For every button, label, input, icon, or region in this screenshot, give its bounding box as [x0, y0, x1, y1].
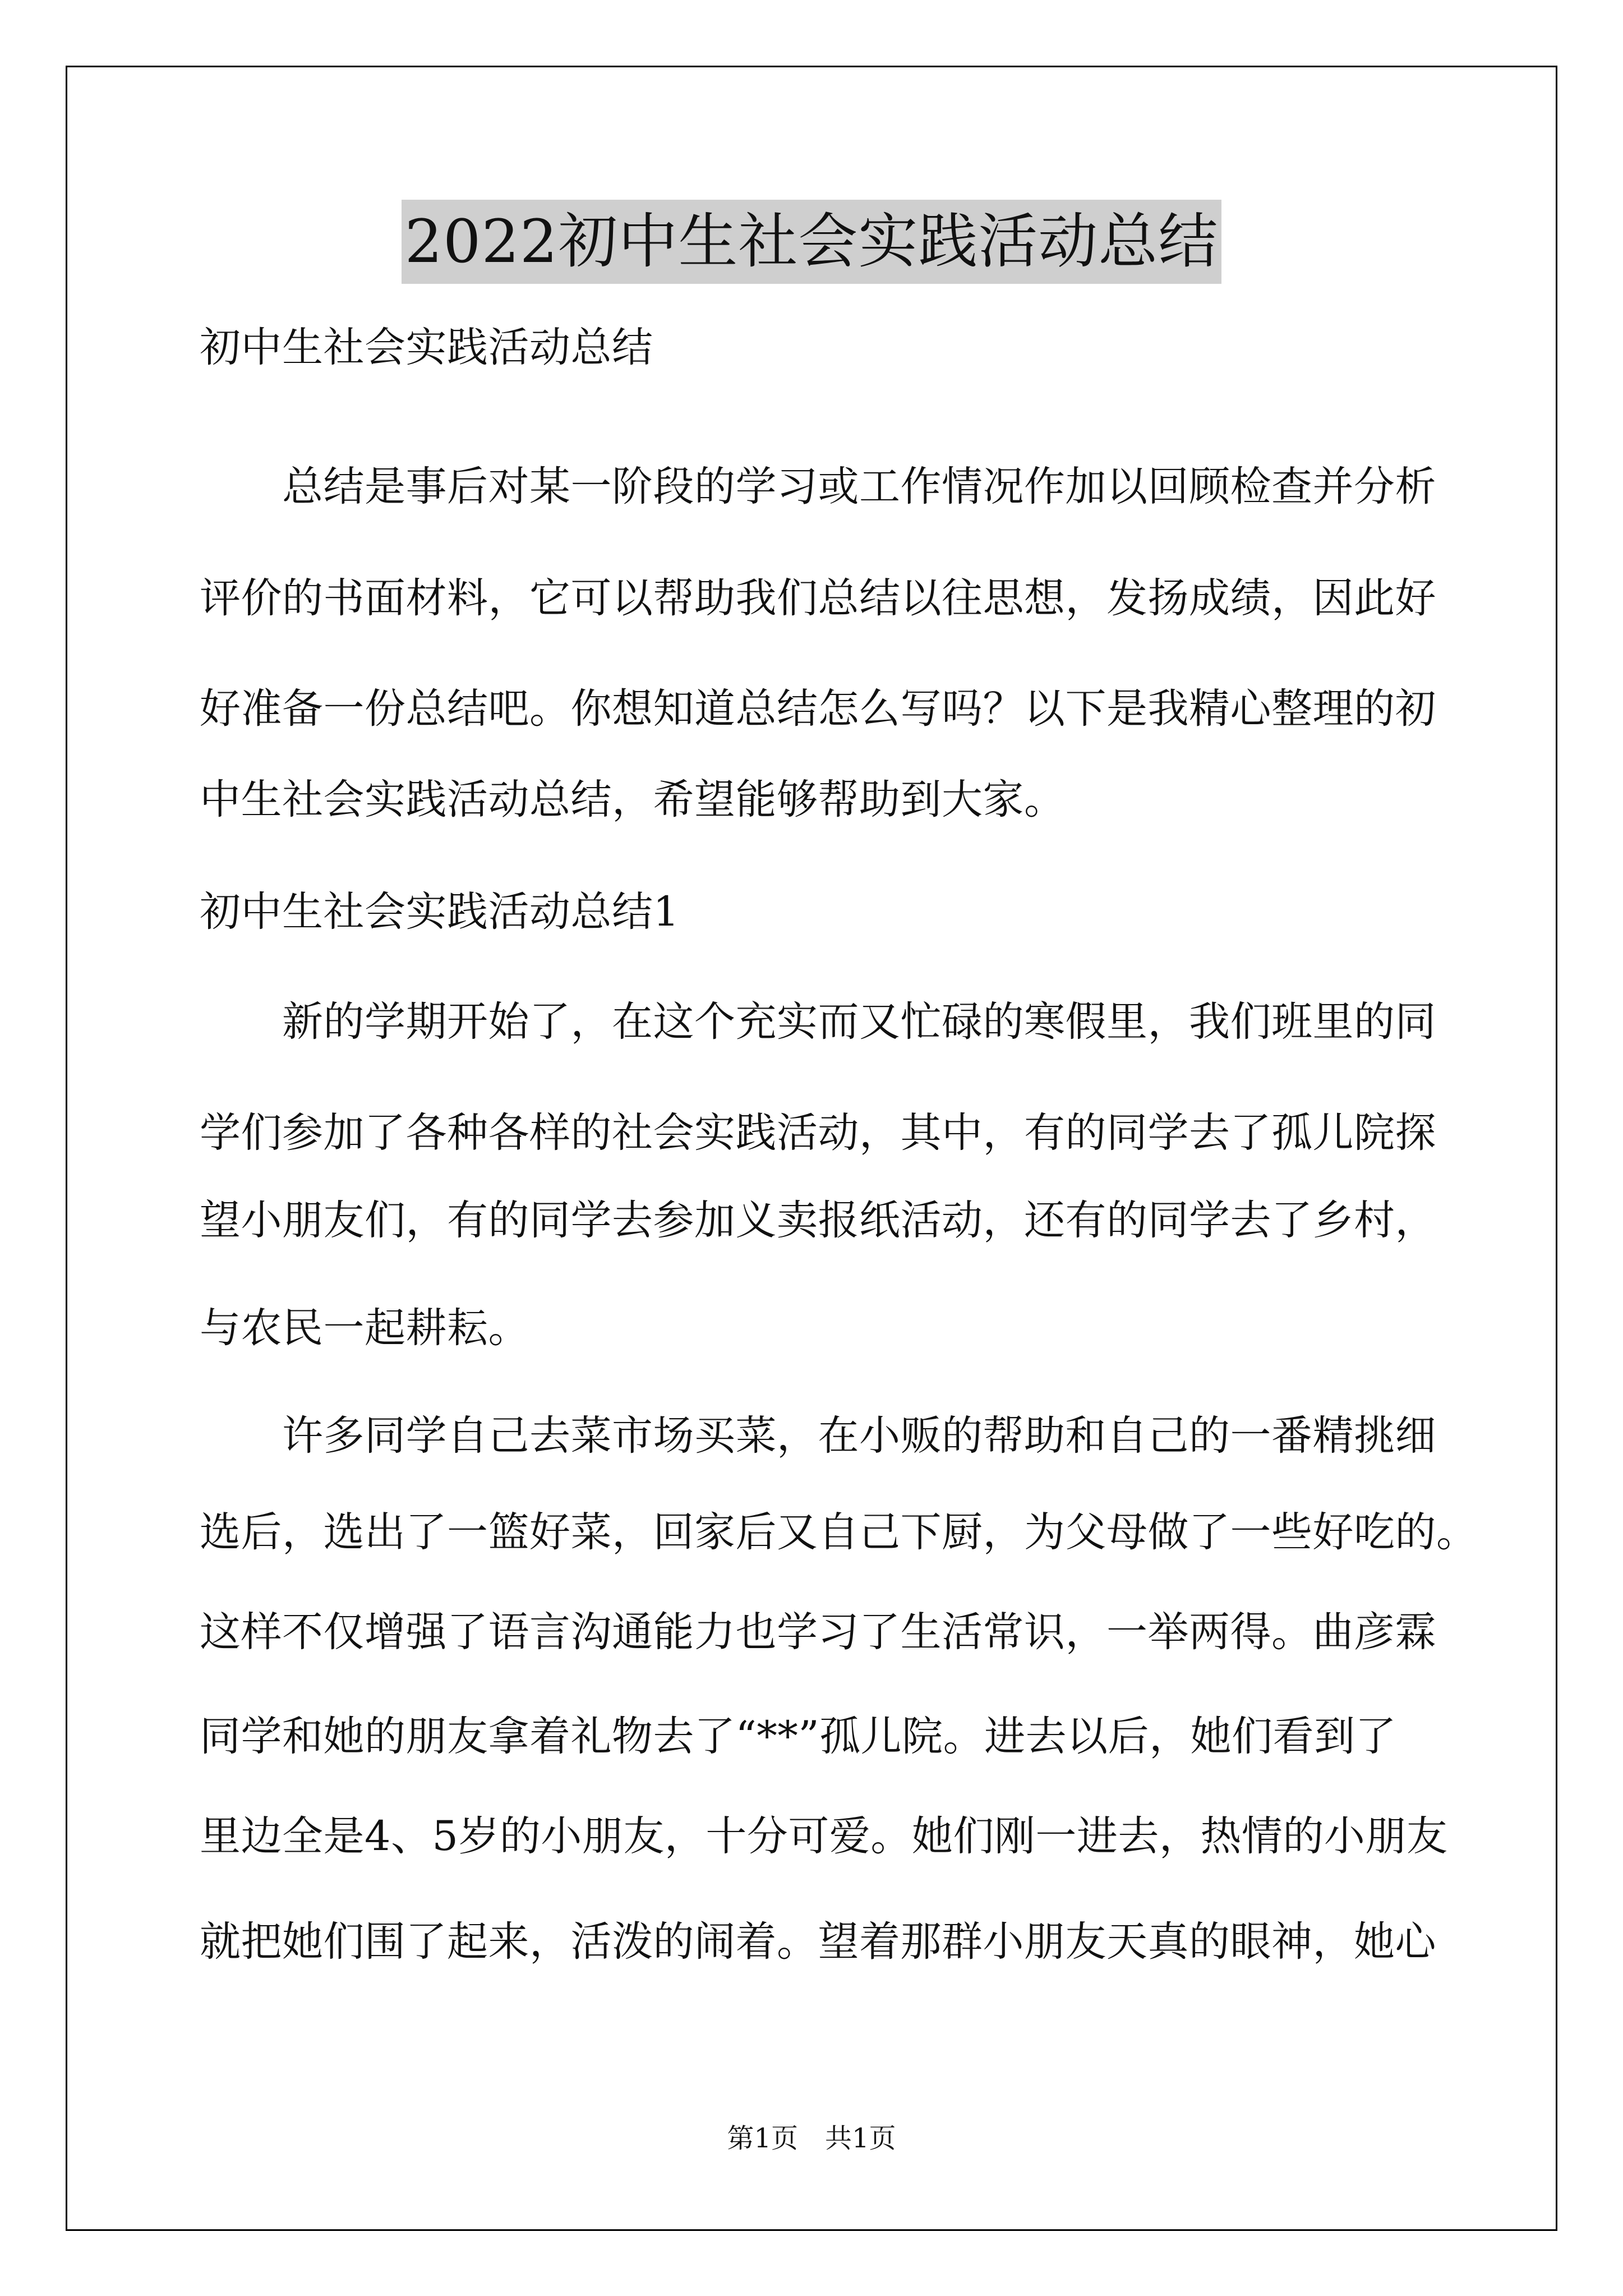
paragraph-line: 望小朋友们，有的同学去参加义卖报纸活动，还有的同学去了乡村， [200, 1197, 1436, 1244]
paragraph-line: 同学和她的朋友拿着礼物去了“**”孤儿院。进去以后，她们看到了 [200, 1713, 1397, 1760]
paragraph-line: 选后，选出了一篮好菜，回家后又自己下厨，为父母做了一些好吃的。 [200, 1508, 1478, 1556]
paragraph-line: 好准备一份总结吧。你想知道总结怎么写吗？以下是我精心整理的初 [200, 685, 1436, 733]
paragraph-line: 就把她们围了起来，活泼的闹着。望着那群小朋友天真的眼神，她心 [200, 1918, 1436, 1966]
paragraph-line: 新的学期开始了，在这个充实而又忙碌的寒假里，我们班里的同 [200, 998, 1436, 1046]
paragraph-line: 中生社会实践活动总结，希望能够帮助到大家。 [200, 776, 1066, 823]
paragraph-line: 与农民一起耕耘。 [200, 1304, 529, 1352]
paragraph-line: 评价的书面材料，它可以帮助我们总结以往思想，发扬成绩，因此好 [200, 574, 1436, 622]
paragraph-line: 许多同学自己去菜市场买菜，在小贩的帮助和自己的一番精挑细 [200, 1412, 1436, 1460]
paragraph-line: 学们参加了各种各样的社会实践活动，其中，有的同学去了孤儿院探 [200, 1109, 1436, 1157]
page-footer: 第1页 共1页 [727, 2123, 896, 2154]
paragraph-line: 这样不仅增强了语言沟通能力也学习了生活常识，一举两得。曲彦霖 [200, 1608, 1436, 1656]
title-container [0, 200, 1623, 284]
paragraph-line: 里边全是4、5岁的小朋友，十分可爱。她们刚一进去，热情的小朋友 [200, 1812, 1448, 1860]
section-heading: 初中生社会实践活动总结1 [200, 888, 680, 936]
document-title: 2022初中生社会实践活动总结 [402, 200, 1222, 284]
subtitle: 初中生社会实践活动总结 [200, 324, 653, 371]
paragraph-line: 总结是事后对某一阶段的学习或工作情况作加以回顾检查并分析 [200, 463, 1436, 510]
